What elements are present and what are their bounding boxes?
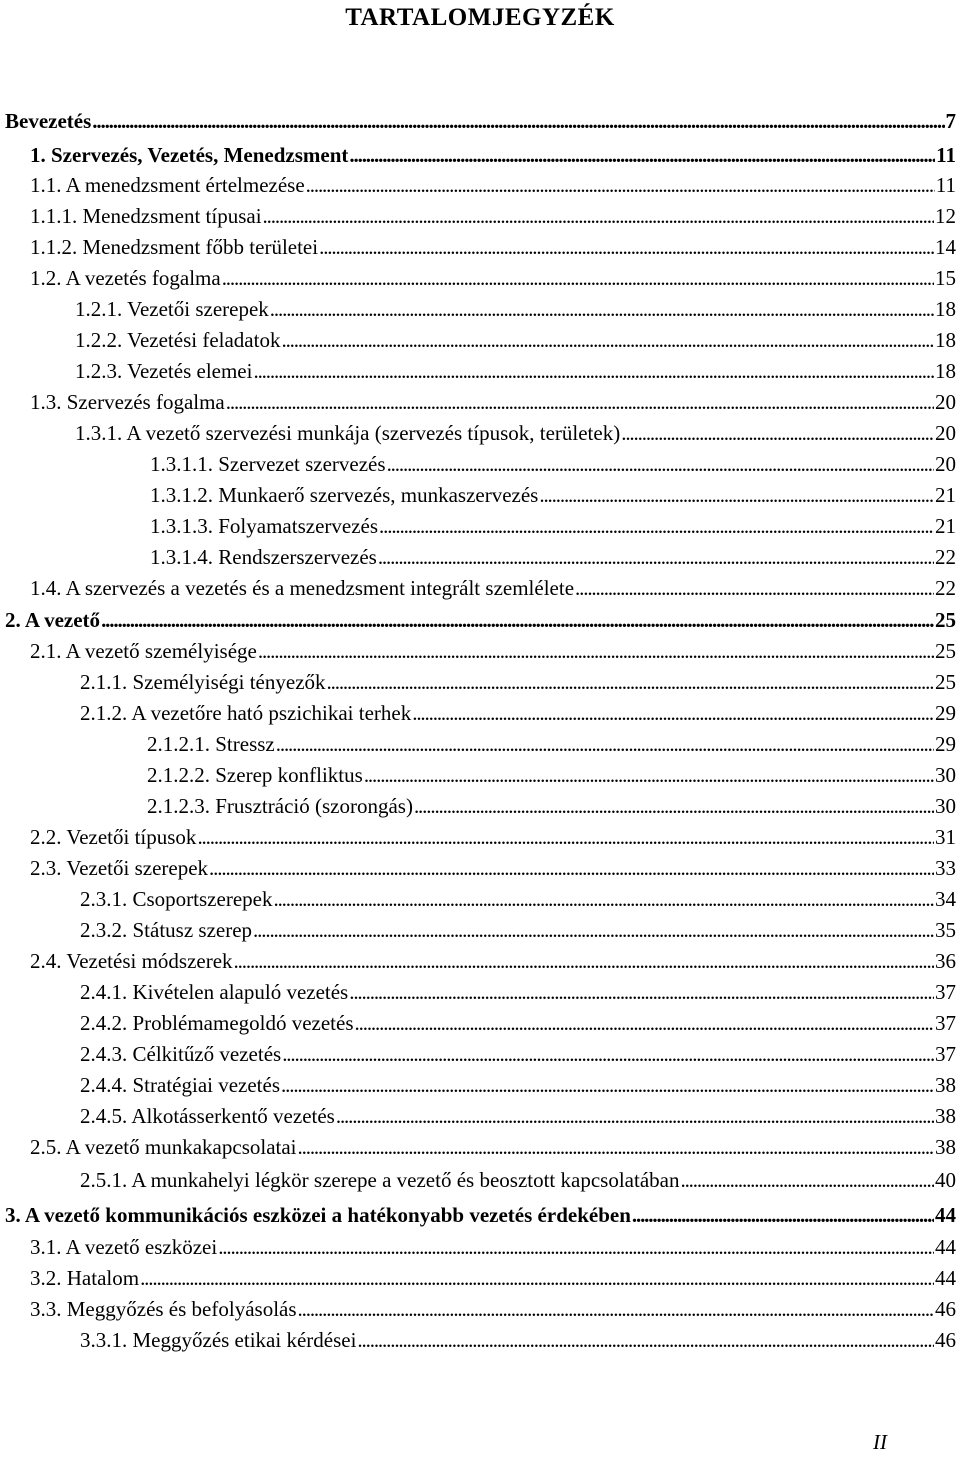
toc-entry-page: 40 [935,1168,956,1192]
toc-entry-label: 1.3.1.3. Folyamatszervezés [150,511,378,542]
toc-leader-dots [349,977,934,1008]
toc-leader-dots [379,511,934,542]
toc-leader-dots [357,1325,934,1356]
toc-entry-label: 2.1.2.2. Szerep konfliktus [147,760,363,791]
toc-entry-label: 1.2.2. Vezetési feladatok [75,325,280,356]
toc-entry-label: 3.1. A vezető eszközei [30,1232,217,1263]
toc-entry[interactable] [0,1263,960,1294]
toc-entry[interactable] [0,1070,960,1101]
toc-entry-page: 46 [935,1297,956,1321]
toc-leader-dots [209,853,934,884]
toc-entry-page: 20 [935,390,956,414]
toc-leader-dots [680,1163,934,1198]
toc-entry-page: 18 [935,297,956,321]
toc-entry[interactable] [0,1325,960,1356]
toc-leader-dots [298,1132,934,1163]
toc-leader-dots [327,667,934,698]
toc-entry-label: 2.4.1. Kivételen alapuló vezetés [80,977,348,1008]
toc-leader-dots [349,140,935,170]
toc-entry[interactable] [0,853,960,884]
toc-leader-dots [270,294,934,325]
toc-entry[interactable] [0,480,960,511]
toc-entry-label: 1.2.3. Vezetés elemei [75,356,252,387]
toc-entry[interactable] [0,542,960,573]
toc-entry-label: 2.3.2. Státusz szerep [80,915,252,946]
toc-leader-dots [621,418,934,449]
page-number: II [873,1430,887,1454]
toc-entry[interactable] [0,418,960,449]
toc-leader-dots [414,791,934,822]
toc-entry[interactable] [0,1132,960,1163]
toc-entry[interactable] [0,232,960,263]
toc-entry[interactable] [0,884,960,915]
toc-leader-dots [253,915,934,946]
toc-entry-label: 2.1.2.1. Stressz [147,729,275,760]
toc-entry-label: 2.2. Vezetői típusok [30,822,196,853]
toc-entry-label: Bevezetés [5,103,91,140]
toc-leader-dots [263,201,934,232]
toc-entry[interactable] [0,636,960,667]
toc-leader-dots [281,325,934,356]
toc-entry-page: 29 [935,732,956,756]
toc-leader-dots [364,760,934,791]
toc-entry[interactable] [0,449,960,480]
toc-entry-label: 2.3. Vezetői szerepek [30,853,208,884]
toc-leader-dots [234,946,934,977]
toc-entry-label: 1.3.1.2. Munkaerő szervezés, munkaszervezés [150,480,538,511]
toc-entry-page: 20 [935,452,956,476]
toc-entry-page: 44 [935,1203,956,1227]
toc-leader-dots [253,356,934,387]
toc-leader-dots [226,387,934,418]
toc-entry-page: 37 [935,980,956,1004]
toc-entry-label: 2.4.4. Stratégiai vezetés [80,1070,280,1101]
toc-entry-label: 1.4. A szervezés a vezetés és a menedzsment integrált szemlélete [30,573,574,604]
toc-entry-page: 14 [935,235,956,259]
toc-entry-page: 38 [935,1104,956,1128]
toc-leader-dots [336,1101,934,1132]
toc-leader-dots [197,822,934,853]
toc-entry-label: 3.2. Hatalom [30,1263,139,1294]
toc-leader-dots [276,729,934,760]
toc-entry-label: 2. A vezető [5,604,100,636]
toc-entry-label: 2.1. A vezető személyisége [30,636,257,667]
toc-leader-dots [101,604,934,636]
toc-entry-page: 11 [936,143,956,167]
toc-entry-label: 2.1.2.3. Frusztráció (szorongás) [147,791,413,822]
toc-leader-dots [282,1039,934,1070]
toc-leader-dots [319,232,934,263]
toc-leader-dots [575,573,934,604]
toc-entry-label: 1.1. A menedzsment értelmezése [30,170,305,201]
toc-entry-page: 21 [935,514,956,538]
toc-entry[interactable] [0,1198,960,1232]
toc-entry-page: 44 [935,1235,956,1259]
toc-entry-label: 2.5. A vezető munkakapcsolatai [30,1132,297,1163]
toc-leader-dots [355,1008,934,1039]
toc-entry-page: 22 [935,576,956,600]
toc-entry-page: 25 [935,670,956,694]
toc-entry-page: 37 [935,1011,956,1035]
toc-entry-label: 1.2.1. Vezetői szerepek [75,294,269,325]
toc-entry-label: 1.3.1.1. Szervezet szervezés [150,449,386,480]
toc-entry[interactable] [0,263,960,294]
toc-entry-page: 22 [935,545,956,569]
toc-leader-dots [378,542,934,573]
toc-leader-dots [539,480,934,511]
toc-entry[interactable] [0,1232,960,1263]
toc-entry-page: 33 [935,856,956,880]
toc-entry-label: 1.2. A vezetés fogalma [30,263,221,294]
toc-entry[interactable] [0,698,960,729]
toc-entry-page: 38 [935,1073,956,1097]
toc-entry-page: 38 [935,1135,956,1159]
toc-entry-page: 21 [935,483,956,507]
toc-entry-label: 2.5.1. A munkahelyi légkör szerepe a vezető és beosztott kapcsolatában [80,1163,679,1198]
toc-entry-page: 37 [935,1042,956,1066]
toc-leader-dots [412,698,934,729]
toc-entry[interactable] [0,356,960,387]
toc-leader-dots [281,1070,934,1101]
toc-entry[interactable] [0,387,960,418]
toc-leader-dots [306,170,935,201]
toc-leader-dots [218,1232,934,1263]
toc-entry[interactable] [0,667,960,698]
toc-entry[interactable] [0,760,960,791]
toc-entry[interactable] [0,325,960,356]
toc-entry-label: 1.3.1.4. Rendszerszervezés [150,542,377,573]
toc-entry-page: 18 [935,359,956,383]
toc-entry[interactable] [0,511,960,542]
toc-entry[interactable] [0,1294,960,1325]
toc-entry-label: 3.3.1. Meggyőzés etikai kérdései [80,1325,356,1356]
toc-entry-page: 7 [945,109,956,133]
toc-entry[interactable] [0,140,960,170]
toc-entry[interactable] [0,1039,960,1070]
toc-entry[interactable] [0,604,960,636]
toc-entry-label: 3. A vezető kommunikációs eszközei a hatékonyabb vezetés érdekében [5,1198,631,1232]
toc-entry-page: 30 [935,763,956,787]
toc-entry-label: 2.4.2. Problémamegoldó vezetés [80,1008,354,1039]
toc-entry[interactable] [0,1101,960,1132]
toc-entry-label: 2.1.1. Személyiségi tényezők [80,667,326,698]
toc-entry-page: 15 [935,266,956,290]
toc-entry[interactable] [0,822,960,853]
toc-entry-label: 2.3.1. Csoportszerepek [80,884,272,915]
toc-entry-page: 30 [935,794,956,818]
toc-entry-label: 1. Szervezés, Vezetés, Menedzsment [30,140,348,170]
table-of-contents [0,103,960,1356]
toc-entry[interactable] [0,294,960,325]
toc-leader-dots [632,1198,934,1232]
toc-entry-page: 25 [935,639,956,663]
toc-entry-page: 25 [935,608,956,632]
toc-leader-dots [140,1263,934,1294]
toc-leader-dots [258,636,934,667]
toc-entry-label: 2.4. Vezetési módszerek [30,946,233,977]
toc-entry-label: 1.1.1. Menedzsment típusai [30,201,262,232]
toc-entry-page: 29 [935,701,956,725]
toc-entry[interactable] [0,915,960,946]
toc-entry-page: 35 [935,918,956,942]
toc-leader-dots [222,263,934,294]
toc-entry[interactable] [0,573,960,604]
toc-entry[interactable] [0,977,960,1008]
toc-entry-label: 2.1.2. A vezetőre ható pszichikai terhek [80,698,411,729]
toc-entry-page: 34 [935,887,956,911]
toc-entry[interactable] [0,1008,960,1039]
toc-entry-label: 2.4.3. Célkitűző vezetés [80,1039,281,1070]
toc-entry-page: 18 [935,328,956,352]
toc-entry[interactable] [0,791,960,822]
toc-title: TARTALOMJEGYZÉK [345,4,615,31]
toc-entry[interactable] [0,946,960,977]
toc-entry-label: 3.3. Meggyőzés és befolyásolás [30,1294,297,1325]
toc-leader-dots [92,103,944,140]
toc-entry[interactable] [0,201,960,232]
toc-leader-dots [273,884,934,915]
toc-entry-label: 1.1.2. Menedzsment főbb területei [30,232,318,263]
toc-entry-page: 36 [935,949,956,973]
toc-leader-dots [387,449,934,480]
toc-entry-page: 46 [935,1328,956,1352]
toc-entry-page: 12 [935,204,956,228]
toc-entry-label: 1.3. Szervezés fogalma [30,387,225,418]
toc-entry[interactable] [0,729,960,760]
toc-entry-page: 11 [935,173,956,197]
toc-entry-page: 44 [935,1266,956,1290]
toc-entry-page: 31 [935,825,956,849]
toc-entry-page: 20 [935,421,956,445]
toc-entry[interactable] [0,170,960,201]
toc-entry[interactable] [0,103,960,140]
toc-entry-label: 1.3.1. A vezető szervezési munkája (szervezés típusok, területek) [75,418,620,449]
toc-leader-dots [298,1294,934,1325]
toc-entry-label: 2.4.5. Alkotásserkentő vezetés [80,1101,335,1132]
toc-entry[interactable] [0,1163,960,1198]
